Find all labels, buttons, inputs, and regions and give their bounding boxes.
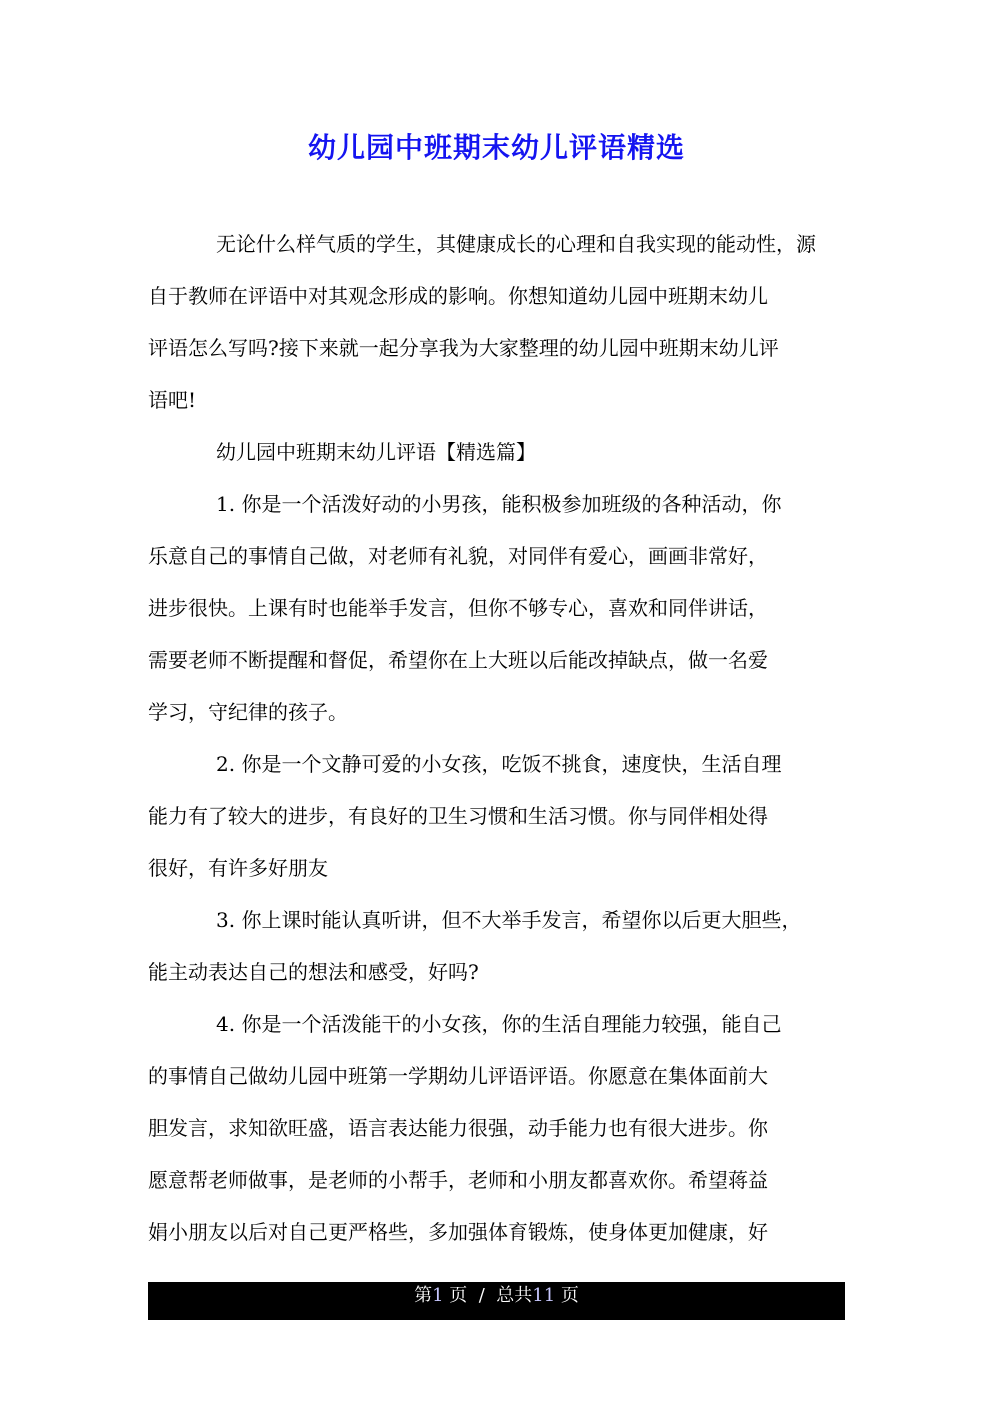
total-pages-number: 11 [532,1285,556,1306]
text-line: 3. 你上课时能认真听讲，但不大举手发言，希望你以后更大胆些， [216,908,802,932]
text-line: 无论什么样气质的学生，其健康成长的心理和自我实现的能动性，源 [216,232,816,256]
total-suffix: 页 [560,1285,579,1306]
text-line: 2. 你是一个文静可爱的小女孩，吃饭不挑食，速度快，生活自理 [216,752,782,776]
page-footer [148,1282,845,1320]
text-line: 自于教师在评语中对其观念形成的影响。你想知道幼儿园中班期末幼儿 [148,284,768,308]
page-indicator [414,1282,579,1310]
paragraph-item-2 [148,738,868,894]
page-word: 页 [449,1285,468,1306]
text-line: 能主动表达自己的想法和感受，好吗? [148,960,479,984]
page-separator: / [478,1285,485,1306]
paragraph-item-4 [148,998,868,1258]
text-line: 能力有了较大的进步，有良好的卫生习惯和生活习惯。你与同伴相处得 [148,804,768,828]
text-line: 语吧! [148,388,197,412]
total-prefix: 总共 [496,1285,533,1306]
text-line: 学习，守纪律的孩子。 [148,700,348,724]
text-line: 需要老师不断提醒和督促，希望你在上大班以后能改掉缺点，做一名爱 [148,648,768,672]
text-line: 很好，有许多好朋友 [148,856,328,880]
text-line: 胆发言，求知欲旺盛，语言表达能力很强，动手能力也有很大进步。你 [148,1116,768,1140]
document-title: 幼儿园中班期末幼儿评语精选 [307,131,685,164]
paragraph-item-1 [148,478,868,738]
text-line: 乐意自己的事情自己做，对老师有礼貌，对同伴有爱心，画画非常好， [148,544,768,568]
section-heading-text: 幼儿园中班期末幼儿评语【精选篇】 [216,440,536,464]
text-line: 进步很快。上课有时也能举手发言，但你不够专心，喜欢和同伴讲话， [148,596,768,620]
current-page-number: 1 [432,1285,444,1306]
document-body [148,218,868,1258]
paragraph-intro [148,218,868,426]
text-line: 评语怎么写吗?接下来就一起分享我为大家整理的幼儿园中班期末幼儿评 [148,336,779,360]
text-line: 娟小朋友以后对自己更严格些，多加强体育锻炼，使身体更加健康，好 [148,1220,768,1244]
text-line: 4. 你是一个活泼能干的小女孩，你的生活自理能力较强，能自己 [216,1012,782,1036]
section-heading [148,426,868,478]
paragraph-item-3 [148,894,868,998]
text-line: 愿意帮老师做事，是老师的小帮手，老师和小朋友都喜欢你。希望蒋益 [148,1168,768,1192]
text-line: 1. 你是一个活泼好动的小男孩，能积极参加班级的各种活动，你 [216,492,782,516]
text-line: 的事情自己做幼儿园中班第一学期幼儿评语评语。你愿意在集体面前大 [148,1064,768,1088]
page-prefix: 第 [414,1285,433,1306]
